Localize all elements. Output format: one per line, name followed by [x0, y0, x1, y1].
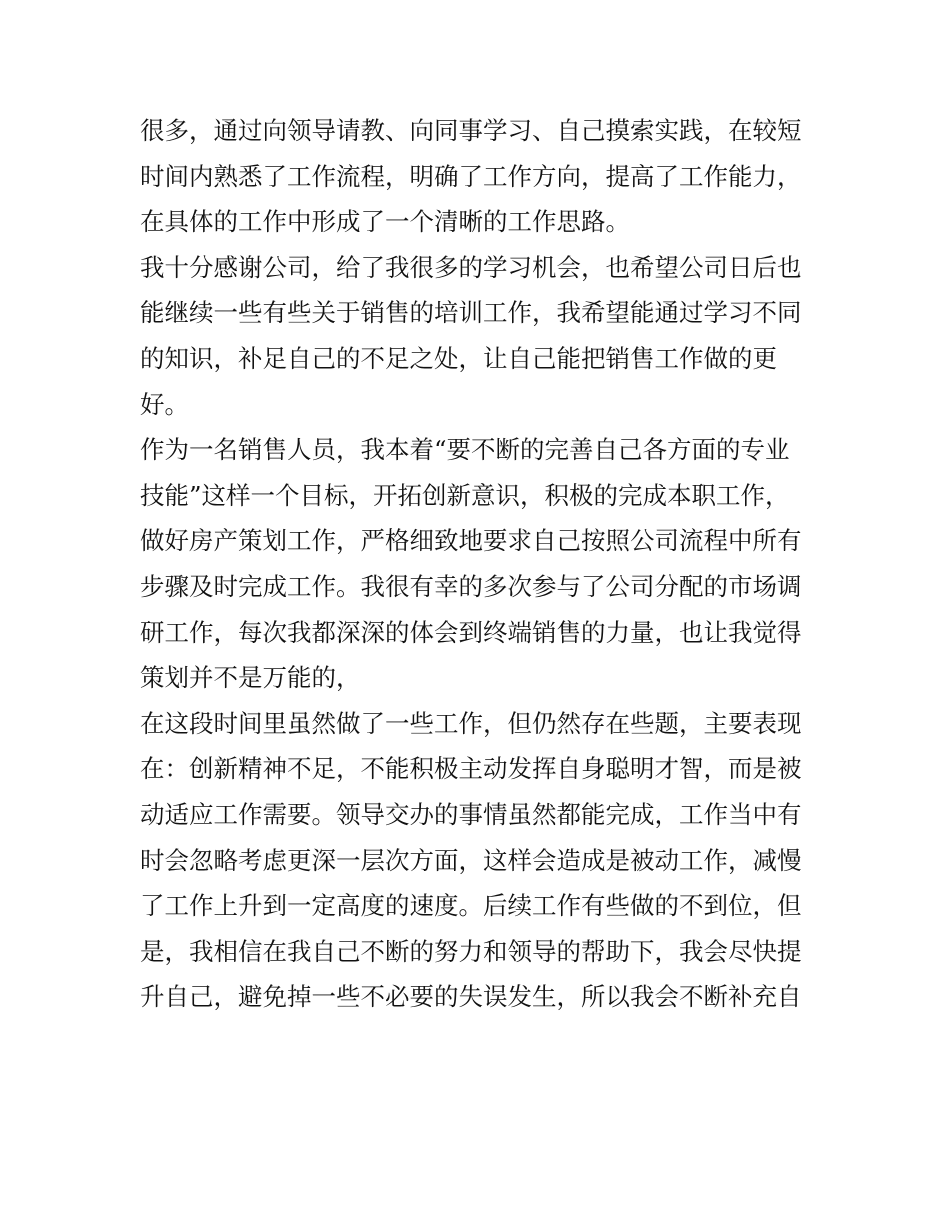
- text-line: 研工作，每次我都深深的体会到终端销售的力量，也让我觉得: [140, 617, 802, 647]
- text-line: 的知识，补足自己的不足之处，让自己能把销售工作做的更: [140, 343, 777, 373]
- text-line: 在具体的工作中形成了一个清晰的工作思路。: [140, 207, 630, 237]
- text-line: 策划并不是万能的，: [140, 663, 361, 693]
- text-line: 技能”这样一个目标，开拓创新意识，积极的完成本职工作，: [140, 480, 790, 510]
- text-line: 作为一名销售人员，我本着“要不断的完善自己各方面的专业: [140, 435, 790, 465]
- text-line: 在：创新精神不足，不能积极主动发挥自身聪明才智，而是被: [140, 754, 802, 784]
- text-line: 是，我相信在我自己不断的努力和领导的帮助下，我会尽快提: [140, 936, 802, 966]
- text-line: 在这段时间里虽然做了一些工作，但仍然存在些题，主要表现: [140, 708, 802, 738]
- text-line: 动适应工作需要。领导交办的事情虽然都能完成，工作当中有: [140, 799, 802, 829]
- text-line: 升自己，避免掉一些不必要的失误发生，所以我会不断补充自: [140, 982, 802, 1012]
- text-line: 做好房产策划工作，严格细致地要求自己按照公司流程中所有: [140, 526, 802, 556]
- text-line: 很多，通过向领导请教、向同事学习、自己摸索实践，在较短: [140, 116, 802, 145]
- text-line: 能继续一些有些关于销售的培训工作，我希望能通过学习不同: [140, 298, 802, 328]
- document-body: [140, 108, 820, 1020]
- text-line: 了工作上升到一定高度的速度。后续工作有些做的不到位，但: [140, 891, 802, 921]
- text-line: 好。: [140, 389, 189, 419]
- text-line: 时间内熟悉了工作流程，明确了工作方向，提高了工作能力，: [140, 161, 802, 191]
- text-line: 步骤及时完成工作。我很有幸的多次参与了公司分配的市场调: [140, 571, 802, 601]
- text-line: 时会忽略考虑更深一层次方面，这样会造成是被动工作，减慢: [140, 845, 802, 875]
- text-line: 我十分感谢公司，给了我很多的学习机会，也希望公司日后也: [140, 252, 802, 282]
